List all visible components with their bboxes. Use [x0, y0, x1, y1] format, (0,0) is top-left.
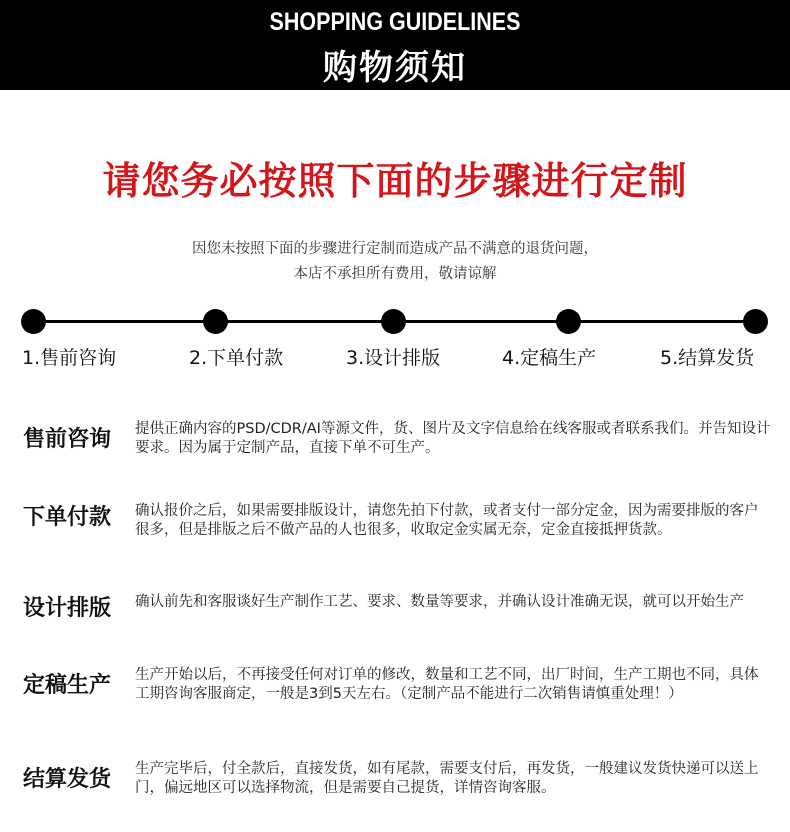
- step-label: 5.结算发货: [660, 347, 755, 369]
- timeline-dot: [203, 309, 228, 334]
- section-title: 定稿生产: [23, 673, 112, 698]
- section-production: [23, 666, 773, 736]
- timeline-dot: [556, 309, 581, 334]
- notice-line-2: 本店不承担所有费用，敬请谅解: [293, 266, 497, 282]
- step-label: 1.售前咨询: [22, 347, 117, 369]
- step-label: 2.下单付款: [189, 347, 284, 369]
- section-title: 设计排版: [23, 596, 112, 621]
- notice-line-1: 因您未按照下面的步骤进行定制而造成产品不满意的退货问题，: [192, 241, 598, 257]
- header-title-cn: 购物须知: [323, 48, 467, 88]
- step-label: 3.设计排版: [346, 347, 441, 369]
- section-title: 售前咨询: [23, 427, 112, 452]
- section-presale: [23, 420, 773, 480]
- timeline-dot: [21, 309, 46, 334]
- headline: 请您务必按照下面的步骤进行定制: [102, 159, 688, 203]
- section-body: 提供正确内容的PSD/CDR/AI等源文件，货、图片及文字信息给在线客服或者联系我们。并告知设计要求。因为属于定制产品，直接下单不可生产。: [135, 421, 771, 456]
- section-order-payment: [23, 502, 773, 572]
- section-title: 结算发货: [23, 767, 112, 792]
- section-title: 下单付款: [23, 505, 112, 530]
- section-design-layout: [23, 593, 773, 638]
- header-banner: [0, 0, 790, 90]
- header-title-en: SHOPPING GUIDELINES: [269, 8, 521, 36]
- section-body: 生产开始以后，不再接受任何对订单的修改，数量和工艺不同，出厂时间，生产工期也不同，具体工期咨询客服商定，一般是3到5天左右。（定制产品不能进行二次销售请慎重处理！）: [135, 667, 759, 702]
- section-body: 确认前先和客服谈好生产制作工艺、要求、数量等要求，并确认设计准确无误，就可以开始生产: [135, 594, 744, 610]
- step-label: 4.定稿生产: [502, 347, 597, 369]
- section-body: 生产完毕后，付全款后，直接发货，如有尾款，需要支付后，再发货，一般建议发货快递可以送上门，偏远地区可以选择物流，但是需要自己提货，详情咨询客服。: [135, 761, 759, 796]
- section-body: 确认报价之后，如果需要排版设计，请您先拍下付款，或者支付一部分定金，因为需要排版的客户很多，但是排版之后不做产品的人也很多，收取定金实属无奈，定金直接抵押货款。: [135, 503, 759, 538]
- timeline-dot: [381, 309, 406, 334]
- timeline-dot: [743, 309, 768, 334]
- section-settlement-shipping: [23, 760, 773, 805]
